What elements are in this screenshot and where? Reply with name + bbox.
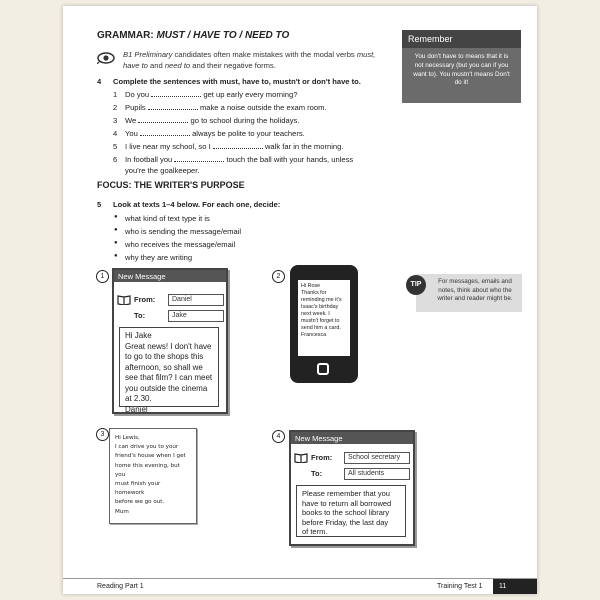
answer-blank[interactable] [213, 142, 263, 149]
message-line: of term. [302, 527, 328, 536]
bullet-item: ● what kind of text type it is [125, 214, 210, 223]
sms-line: mustn't forget to [301, 318, 340, 324]
sms-line: Hi Rose [301, 283, 321, 289]
bullet-item: ● who is sending the message/email [125, 227, 241, 236]
question-instruction: Complete the sentences with must, have to, mustn't or don't have to. [113, 77, 361, 86]
footer-test: Training Test 1 [437, 583, 483, 590]
remember-title: Remember [402, 30, 521, 48]
note-line: Mum [115, 508, 129, 515]
to-field[interactable]: Jake [168, 310, 224, 322]
remember-body: You don't have to means that it is not necessary (but you can if you want to). You mustn't means Don't do it! [413, 53, 510, 87]
from-field[interactable]: Daniel [168, 294, 224, 306]
message-line: before Friday, the last day [302, 517, 389, 527]
to-label: To: [311, 469, 323, 478]
grammar-heading: GRAMMAR: MUST / HAVE TO / NEED TO [97, 30, 290, 41]
sentence-2: 2 Pupils make a noise outside the exam room. [113, 103, 327, 112]
answer-blank[interactable] [138, 116, 188, 123]
sentence-4: 4 You always be polite to your teachers. [113, 129, 305, 138]
home-button-icon [317, 363, 329, 375]
note-line: Hi Lewis, [115, 435, 140, 441]
message-title-bar: New Message [291, 432, 413, 444]
message-window-1 [112, 268, 228, 414]
note-line: before we go out. [115, 499, 165, 506]
phone-illustration [290, 265, 358, 383]
sms-line: reminding me it's [301, 297, 342, 303]
sentence-1: 1 Do you get up early every morning? [113, 90, 298, 99]
from-label: From: [134, 295, 156, 304]
answer-blank[interactable] [151, 90, 201, 97]
book-icon [294, 453, 308, 463]
footer-section: Reading Part 1 [97, 583, 144, 590]
message-line: at 2.30. [125, 394, 152, 403]
message-line: Hi Jake [125, 331, 152, 340]
message-line: to go to the shops this [125, 352, 204, 361]
from-field[interactable]: School secretary [344, 452, 410, 464]
from-label: From: [311, 453, 333, 462]
eye-icon [97, 52, 115, 64]
message-body[interactable] [296, 485, 406, 537]
message-title-bar: New Message [114, 270, 226, 282]
message-line: Great news! I don't have [125, 341, 212, 351]
note-line: friend's house when I get [115, 453, 186, 460]
answer-blank[interactable] [148, 103, 198, 110]
tip-box [410, 274, 522, 312]
note-line: I can drive you to your [115, 444, 179, 451]
question-number: 4 [97, 77, 102, 86]
note-line: home this evening, but you [115, 462, 180, 478]
question-instruction: Look at texts 1–4 below. For each one, decide: [113, 200, 281, 209]
book-icon [117, 295, 131, 305]
sentence-5: 5 I live near my school, so I walk far in the morning. [113, 142, 344, 151]
message-line: books to the school library [302, 508, 390, 517]
text-number-badge: 4 [272, 430, 285, 443]
sms-line: next week. I [301, 311, 330, 317]
page-footer [63, 578, 537, 594]
message-line: Daniel [125, 404, 148, 414]
sms-line: Francesca [301, 332, 327, 338]
message-line: Please remember that you [302, 489, 390, 498]
answer-blank[interactable] [174, 155, 224, 162]
message-window-4 [289, 430, 415, 546]
message-line: afternoon, so shall we [125, 362, 203, 372]
answer-blank[interactable] [140, 129, 190, 136]
message-line: you outside the cinema [125, 383, 208, 393]
focus-heading: FOCUS: THE WRITER'S PURPOSE [97, 180, 245, 190]
to-label: To: [134, 311, 146, 320]
page-number: 11 [493, 579, 537, 594]
bullet-item: ● who receives the message/email [125, 240, 235, 249]
text-number-badge: 2 [272, 270, 285, 283]
sentence-3: 3 We go to school during the holidays. [113, 116, 300, 125]
sms-line: send him a card. [301, 325, 341, 331]
phone-screen [298, 280, 350, 356]
text-number-badge: 3 [96, 428, 109, 441]
sms-line: Thanks for [301, 290, 327, 296]
tip-badge: TIP [406, 275, 426, 295]
sms-line: Isaac's birthday [301, 304, 339, 310]
intro-text: B1 Preliminary candidates often make mistakes with the modal verbs must, have to and need to and their negative forms. [123, 50, 376, 70]
bullet-item: ● why they are writing [125, 253, 192, 262]
handwritten-note [109, 428, 197, 524]
remember-box [402, 30, 521, 103]
message-line: have to return all borrowed [302, 498, 392, 508]
to-field[interactable]: All students [344, 468, 410, 480]
tip-text: For messages, emails and notes, think about who the writer and reader might be. [437, 278, 513, 303]
text-number-badge: 1 [96, 270, 109, 283]
textbook-page [63, 6, 537, 594]
message-body[interactable] [119, 327, 219, 414]
message-line: see that film? I can meet [125, 373, 213, 382]
sentence-6: 6 In football you touch the ball with your hands, unless you're the goalkeeper. [113, 155, 354, 175]
note-line: must finish your homework [115, 481, 161, 497]
question-number: 5 [97, 200, 102, 209]
